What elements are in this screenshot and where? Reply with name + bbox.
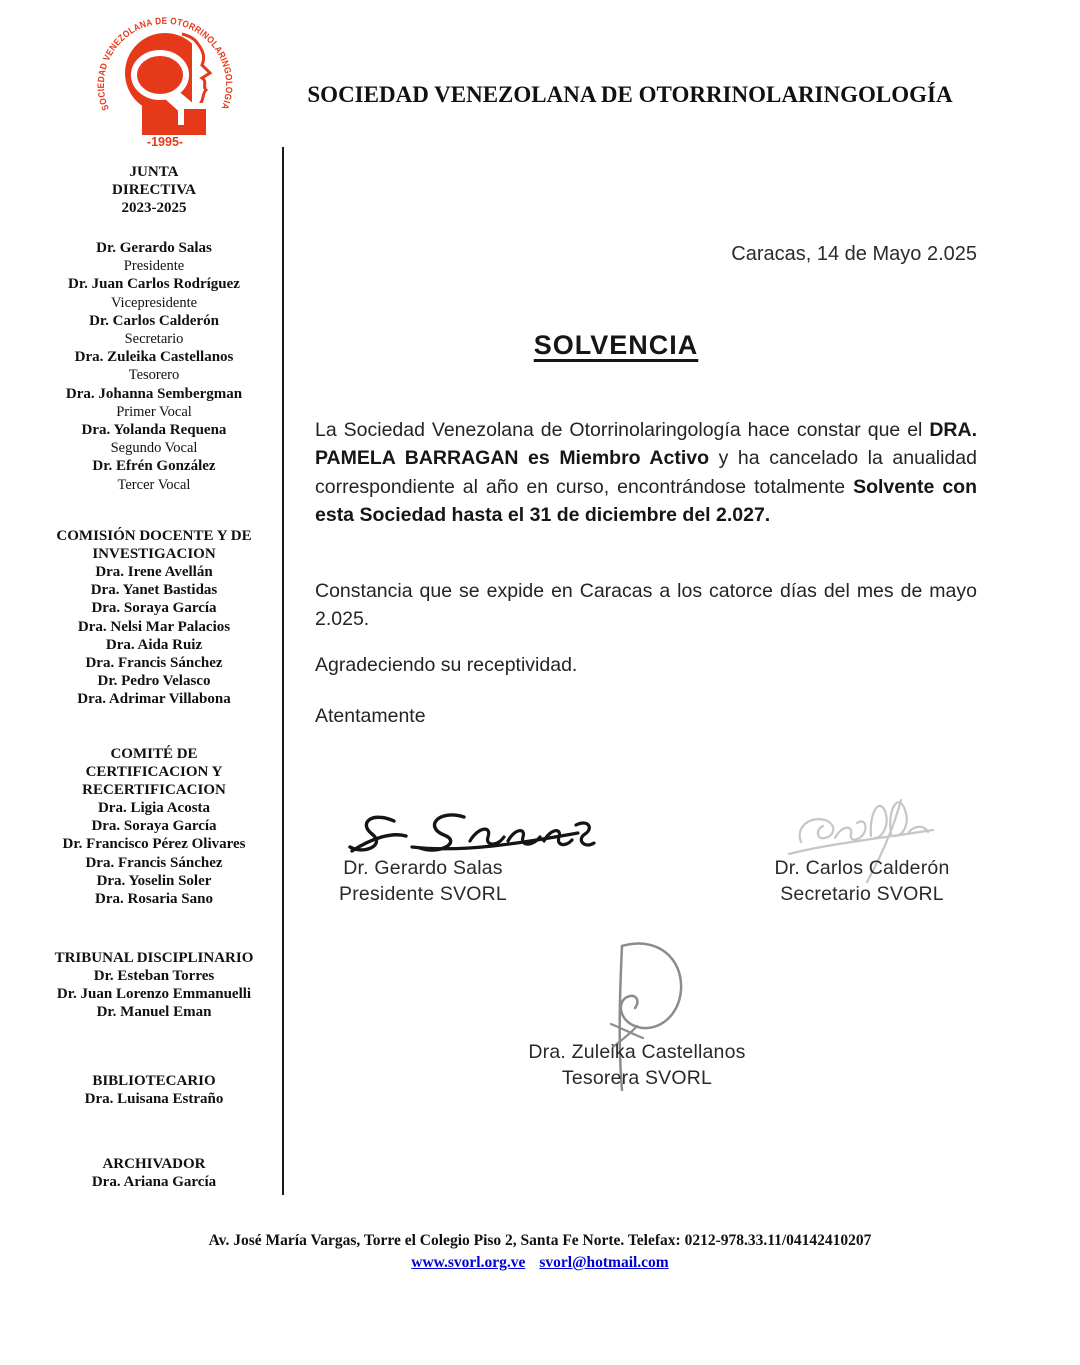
sidebar-section [28,1072,280,1108]
member-name: Dr. Manuel Eman [96,1004,212,1021]
sidebar-section-title-line: COMITÉ DE [110,746,198,762]
paragraph-thanks: Agradeciendo su receptividad. [315,654,578,676]
member-role: Presidente [123,258,185,275]
organization-title: SOCIEDAD VENEZOLANA DE OTORRINOLARINGOLOGÍA [307,82,953,107]
p1-mid: y ha cancelado la anualidad correspondiente al año en curso, encontrándose totalmente [315,447,977,498]
member-role: Tercer Vocal [117,476,191,493]
sidebar-section-title-line: 2023-2025 [121,200,187,216]
member-role: Tesorero [128,367,180,384]
logo-year: -1995- [146,135,184,149]
letter-heading [315,330,977,361]
member-name: Dra. Luisana Estraño [84,1091,224,1107]
member-name: Dra. Johanna Sembergman [65,385,243,402]
president-signature [342,803,597,858]
member-name: Dra. Ariana García [91,1174,217,1190]
sidebar-section-title-line: INVESTIGACION [92,546,216,562]
member-name: Dr. Juan Carlos Rodríguez [68,276,240,293]
member-name: Dr. Carlos Calderón [89,312,219,329]
member-name: Dra. Aida Ruiz [105,636,203,653]
sidebar-section [28,745,280,908]
paragraph-closing: Atentamente [315,705,426,727]
member-role: Secretario [124,331,184,348]
signature-block-secretary [742,856,982,907]
member-name: Dra. Francis Sánchez [85,854,223,871]
member-name: Dra. Zuleika Castellanos [74,349,234,366]
member-name: Dr. Gerardo Salas [96,240,212,256]
member-name: Dra. Yanet Bastidas [90,582,218,599]
member-name: Dra. Irene Avellán [95,564,213,580]
member-name: Dra. Soraya García [91,600,217,617]
website-link[interactable]: www.svorl.org.ve [411,1254,526,1271]
sidebar-section [28,527,280,709]
sidebar-section [28,1155,280,1191]
signature-block-treasurer [516,1040,758,1091]
signer-title: Tesorera SVORL [561,1066,713,1089]
sidebar-section-title-line: JUNTA [129,164,179,180]
member-role: Segundo Vocal [110,440,198,457]
logo-circular-text: SOCIEDAD VENEZOLANA DE OTORRINOLARINGOLOGIA [94,14,236,113]
sidebar-section-title-line: COMISIÓN DOCENTE Y DE [56,528,252,544]
sidebar-section-title-line: ARCHIVADOR [102,1156,206,1172]
letter-heading-text: SOLVENCIA [533,330,699,360]
sidebar-section-title-line: BIBLIOTECARIO [92,1073,216,1089]
member-name: Dra. Adrimar Villabona [77,691,231,708]
email-link[interactable]: svorl@hotmail.com [539,1254,669,1271]
vertical-divider [282,147,284,1195]
member-name: Dra. Yolanda Requena [81,422,227,439]
signer-title: Secretario SVORL [780,882,944,905]
member-name: Dra. Yoselin Soler [96,872,212,889]
sidebar-section-title-line: CERTIFICACION Y [85,764,223,780]
sidebar-section-title-line: DIRECTIVA [112,182,196,198]
paragraph-solvency [315,416,977,530]
member-name: Dr. Juan Lorenzo Emmanuelli [56,986,252,1003]
member-name: Dr. Esteban Torres [93,968,215,984]
member-name: Dra. Francis Sánchez [85,655,223,672]
sidebar-section-title-line: TRIBUNAL DISCIPLINARIO [54,950,254,966]
signer-title: Presidente SVORL [339,882,507,905]
paragraph-issuance: Constancia que se expide en Caracas a los catorce días del mes de mayo 2.025. [315,580,977,631]
member-role: Primer Vocal [116,403,192,420]
sidebar-section [28,949,280,1022]
sidebar-section [28,163,280,494]
member-name: Dr. Efrén González [92,458,216,475]
member-name: Dra. Ligia Acosta [97,800,211,816]
date-line: Caracas, 14 de Mayo 2.025 [731,243,977,265]
member-name: Dra. Nelsi Mar Palacios [77,618,231,635]
solvency-until-highlight: Solvente con esta Sociedad hasta el 31 de diciembre del 2.027. [315,475,977,527]
member-role: Vicepresidente [110,294,198,311]
p1-pre: La Sociedad Venezolana de Otorrinolaringología hace constar que el [315,419,930,441]
member-name: Dr. Pedro Velasco [97,673,211,690]
signature-block-president [303,856,543,907]
footer [0,1230,1080,1273]
sidebar-section-title-line: RECERTIFICACION [82,782,226,798]
sidebar [28,0,280,1200]
member-name: Dra. Rosaria Sano [95,891,213,908]
signer-name: Dr. Gerardo Salas [343,857,503,879]
member-name: Dr. Francisco Pérez Olivares [62,836,246,853]
member-name: Dra. Soraya García [91,818,217,835]
footer-address: Av. José María Vargas, Torre el Colegio Piso 2, Santa Fe Norte. Telefax: 0212-978.33.11/04142410207 [208,1232,872,1249]
signer-name: Dra. Zuleika Castellanos [528,1041,746,1063]
signer-name: Dr. Carlos Calderón [774,857,950,879]
member-name-highlight: DRA. PAMELA BARRAGAN es Miembro Activo [315,419,977,470]
